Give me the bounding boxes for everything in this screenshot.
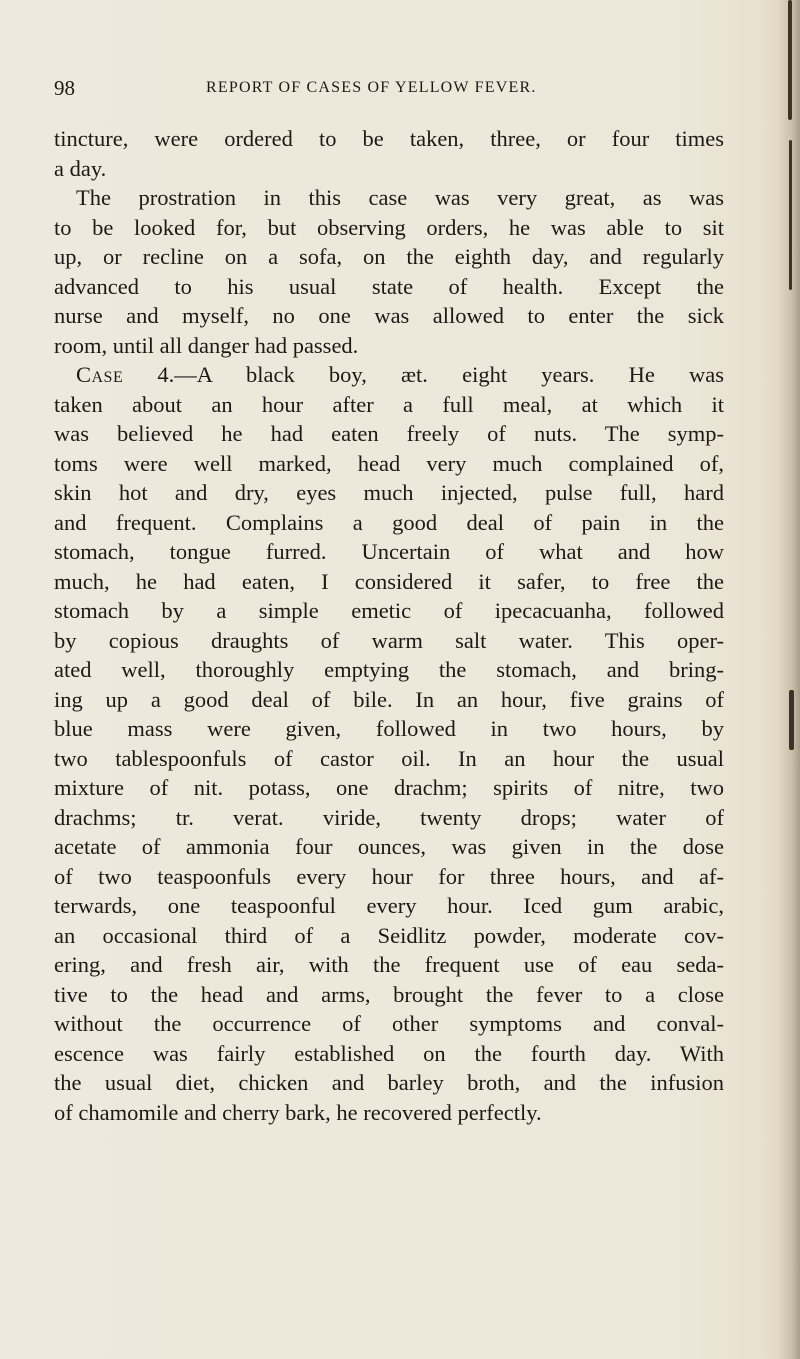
page-header bbox=[54, 76, 654, 102]
text-line: much, he had eaten, I considered it safer, to free the bbox=[54, 568, 724, 594]
text-line: up, or recline on a sofa, on the eighth day, and regularly bbox=[54, 244, 724, 269]
text-line: stomach by a simple emetic of ipecacuanha, followed bbox=[54, 598, 724, 623]
binding-mark-low bbox=[789, 690, 794, 750]
text-line: tincture, were ordered to be taken, three, or four times bbox=[54, 126, 724, 151]
case-label: Case bbox=[76, 362, 124, 387]
text-line: without the occurrence of other symptoms and conval- bbox=[54, 1011, 724, 1036]
text-line: skin hot and dry, eyes much injected, pulse full, hard bbox=[54, 480, 724, 505]
text-line: advanced to his usual state of health. Except the bbox=[54, 273, 724, 299]
text-line: nurse and myself, no one was allowed to enter the sick bbox=[54, 303, 724, 328]
case-heading-line: Case 4.—A black boy, æt. eight years. He was bbox=[76, 362, 724, 387]
text-line: by copious draughts of warm salt water. This oper- bbox=[54, 627, 724, 653]
text-line: tive to the head and arms, brought the fever to a close bbox=[54, 981, 724, 1007]
text-line: of two teaspoonfuls every hour for three hours, and af- bbox=[54, 863, 724, 889]
text-line: taken about an hour after a full meal, at which it bbox=[54, 391, 724, 417]
text-line: drachms; tr. verat. viride, twenty drops; water of bbox=[54, 804, 724, 830]
binding-mark-mid bbox=[789, 140, 792, 290]
text-line: ering, and fresh air, with the frequent use of eau seda- bbox=[54, 952, 724, 977]
body-text bbox=[54, 124, 724, 1127]
binding-mark-top bbox=[788, 0, 792, 120]
running-head: REPORT OF CASES OF YELLOW FEVER. bbox=[206, 79, 537, 96]
text-line: toms were well marked, head very much complained of, bbox=[54, 450, 724, 476]
text-line: escence was fairly established on the fourth day. With bbox=[54, 1040, 724, 1066]
page-number: 98 bbox=[54, 76, 75, 100]
text-line: an occasional third of a Seidlitz powder, moderate cov- bbox=[54, 922, 724, 948]
text-line: the usual diet, chicken and barley broth, and the infusion bbox=[54, 1070, 724, 1095]
text-line: was believed he had eaten freely of nuts. The symp- bbox=[54, 421, 724, 446]
text-line: ing up a good deal of bile. In an hour, five grains of bbox=[54, 686, 724, 712]
text-line: blue mass were given, followed in two hours, by bbox=[54, 716, 724, 741]
text-line: stomach, tongue furred. Uncertain of what and how bbox=[54, 539, 724, 564]
text-line: The prostration in this case was very great, as was bbox=[76, 185, 724, 210]
text-line: mixture of nit. potass, one drachm; spirits of nitre, two bbox=[54, 775, 724, 800]
text-line: two tablespoonfuls of castor oil. In an hour the usual bbox=[54, 745, 724, 771]
text-line: acetate of ammonia four ounces, was given in the dose bbox=[54, 834, 724, 859]
text-line: terwards, one teaspoonful every hour. Iced gum arabic, bbox=[54, 893, 724, 918]
text-line: room, until all danger had passed. bbox=[54, 332, 359, 358]
text-line: ated well, thoroughly emptying the stomach, and bring- bbox=[54, 657, 724, 682]
text-line: of chamomile and cherry bark, he recovered perfectly. bbox=[54, 1099, 542, 1125]
text-line: a day. bbox=[54, 155, 107, 181]
text-line: to be looked for, but observing orders, he was able to sit bbox=[54, 214, 724, 240]
text-line: and frequent. Complains a good deal of pain in the bbox=[54, 509, 724, 535]
